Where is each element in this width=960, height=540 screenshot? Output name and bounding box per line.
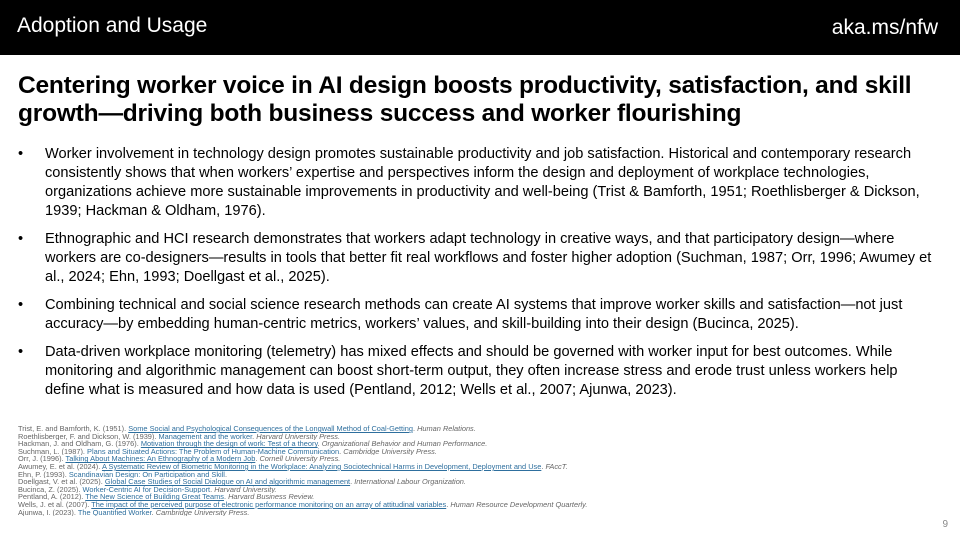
bullet-item-4 bbox=[18, 343, 940, 400]
reference-author: Pentland, A. (2012). bbox=[18, 493, 84, 501]
reference-source: Organizational Behavior and Human Performance. bbox=[321, 440, 488, 448]
reference-item: Doellgast, V. et al. (2025). Global Case Studies of Social Dialogue on AI and algorithmic management. International Labour Organization. bbox=[18, 478, 466, 486]
reference-link[interactable]: Some Social and Psychological Consequences of the Longwall Method of Coal-Getting bbox=[128, 425, 413, 433]
reference-author: Doellgast, V. et al. (2025). bbox=[18, 478, 103, 486]
page-number: 9 bbox=[942, 519, 948, 530]
reference-link[interactable]: Plans and Situated Actions: The Problem of Human-Machine Communication bbox=[87, 447, 340, 456]
bullet-list bbox=[18, 145, 940, 409]
reference-author: Roethlisberger, F. and Dickson, W. (1939). bbox=[18, 432, 157, 441]
reference-source: Harvard University. bbox=[214, 485, 277, 494]
reference-link[interactable]: The impact of the perceived purpose of electronic performance monitoring on an array of attitudinal variables bbox=[91, 500, 447, 509]
bullet-marker: • bbox=[18, 146, 24, 162]
reference-source: Cambridge University Press. bbox=[343, 447, 437, 456]
reference-link[interactable]: Talking About Machines: An Ethnography of a Modern Job bbox=[65, 455, 256, 463]
reference-item: Pentland, A. (2012). The New Science of Building Great Teams. Harvard Business Review. bbox=[18, 493, 315, 501]
reference-link[interactable]: Scandinavian Design: On Participation and Skill bbox=[68, 470, 225, 479]
reference-item: Trist, E. and Bamforth, K. (1951). Some Social and Psychological Consequences of the Longwall Method of Coal-Getting. Human Relations. bbox=[18, 425, 476, 433]
reference-author: Wells, J. et al. (2007). bbox=[18, 500, 90, 509]
reference-author: Ehn, P. (1993). bbox=[18, 470, 67, 479]
reference-source: Cambridge University Press. bbox=[155, 508, 250, 517]
reference-author: Bucinca, Z. (2025). bbox=[18, 485, 81, 494]
reference-item: Ajunwa, I. (2023). The Quantified Worker. Cambridge University Press. bbox=[18, 508, 250, 517]
reference-item: Orr, J. (1996). Talking About Machines: An Ethnography of a Modern Job. Cornell University Press. bbox=[18, 455, 341, 463]
bullet-marker: • bbox=[18, 344, 24, 360]
bullet-item-1 bbox=[18, 145, 940, 221]
bullet-text: Ethnographic and HCI research demonstrates that workers adapt technology in creative ways, and that participatory design—where workers are co-designers—results in tools that better fit real workflows and foster higher adoption (Suchman, 1987; Orr, 1996; Awumey et al., 2024; Ehn, 1993; Doellgast et al., 2025). bbox=[45, 231, 932, 285]
bullet-text: Data-driven workplace monitoring (telemetry) has mixed effects and should be governed with worker input for best outcomes. While monitoring and algorithmic management can boost short-term output, they often increase stress and erode trust unless workers help define what is measured and how data is used (Pentland, 2012; Wells et al., 2007; Ajunwa, 2023). bbox=[45, 344, 898, 398]
reference-item: Roethlisberger, F. and Dickson, W. (1939). Management and the worker. Harvard University Press. bbox=[18, 432, 341, 441]
reference-link[interactable]: Management and the worker bbox=[158, 432, 253, 441]
bullet-text: Worker involvement in technology design promotes sustainable productivity and job satisfaction. Historical and contemporary research consistently shows that when workers’ expertise and perspectives inform the design and deployment of workplace technologies, organizations achieve more sustainable improvements in productivity and well-being (Trist & Bamforth, 1951; Roethlisberger & Dickson, 1939; Hackman & Oldham, 1976). bbox=[45, 146, 920, 219]
reference-source: Harvard Business Review. bbox=[228, 493, 315, 501]
reference-author: Orr, J. (1996). bbox=[18, 455, 64, 463]
reference-source: Human Resource Development Quarterly. bbox=[450, 500, 588, 509]
reference-link[interactable]: The New Science of Building Great Teams bbox=[85, 493, 224, 501]
reference-source: FAccT. bbox=[545, 462, 568, 471]
reference-author: Trist, E. and Bamforth, K. (1951). bbox=[18, 425, 127, 433]
reference-source: International Labour Organization. bbox=[354, 478, 466, 486]
reference-source: Harvard University Press. bbox=[256, 432, 341, 441]
bullet-marker: • bbox=[18, 231, 24, 247]
section-title: Adoption and Usage bbox=[17, 14, 208, 37]
bullet-item-2 bbox=[18, 230, 940, 287]
reference-link[interactable]: The Quantified Worker bbox=[77, 508, 152, 517]
bullet-text: Combining technical and social science research methods can create AI systems that improve worker skills and satisfaction—not just accuracy—by embedding human-centric metrics, workers’ values, and skill-building into their design (Bucinca, 2025). bbox=[45, 297, 903, 332]
reference-item: Bucinca, Z. (2025). Worker-Centric AI for Decision-Support. Harvard University. bbox=[18, 485, 277, 494]
reference-link[interactable]: A Systematic Review of Biometric Monitoring in the Workplace: Analyzing Sociotechnical Harms in Development, Deployment and Use bbox=[101, 462, 542, 471]
bullet-item-3 bbox=[18, 296, 940, 334]
bullet-marker: • bbox=[18, 297, 24, 313]
reference-item: Suchman, L. (1987). Plans and Situated Actions: The Problem of Human-Machine Communication. Cambridge University Press. bbox=[18, 447, 437, 456]
reference-item: Hackman, J. and Oldham, G. (1976). Motivation through the design of work: Test of a theory. Organizational Behavior and Human Performance. bbox=[18, 440, 488, 448]
references-list bbox=[18, 425, 918, 516]
reference-link[interactable]: Worker-Centric AI for Decision-Support bbox=[82, 485, 211, 494]
reference-source: Cornell University Press. bbox=[259, 455, 341, 463]
reference-link[interactable]: Motivation through the design of work: Test of a theory bbox=[140, 440, 318, 448]
slide-headline: Centering worker voice in AI design boosts productivity, satisfaction, and skill growth—driving both business success and worker flourishing bbox=[18, 72, 912, 127]
reference-author: Awumey, E. et al. (2024). bbox=[18, 462, 101, 471]
reference-author: Hackman, J. and Oldham, G. (1976). bbox=[18, 440, 139, 448]
reference-author: Ajunwa, I. (2023). bbox=[18, 508, 76, 517]
reference-item: Awumey, E. et al. (2024). A Systematic Review of Biometric Monitoring in the Workplace: Analyzing Sociotechnical Harms in Development, Deployment and Use. FAccT. bbox=[18, 462, 568, 471]
reference-link[interactable]: Global Case Studies of Social Dialogue on AI and algorithmic management bbox=[104, 478, 351, 486]
short-link[interactable]: aka.ms/nfw bbox=[831, 16, 938, 39]
reference-author: Suchman, L. (1987). bbox=[18, 447, 85, 456]
reference-source: Human Relations. bbox=[417, 425, 476, 433]
reference-item: Ehn, P. (1993). Scandinavian Design: On Participation and Skill. bbox=[18, 470, 228, 479]
header-bar bbox=[0, 0, 960, 55]
reference-item: Wells, J. et al. (2007). The impact of the perceived purpose of electronic performance monitoring on an array of attitudinal variables. Human Resource Development Quarterly. bbox=[18, 500, 588, 509]
